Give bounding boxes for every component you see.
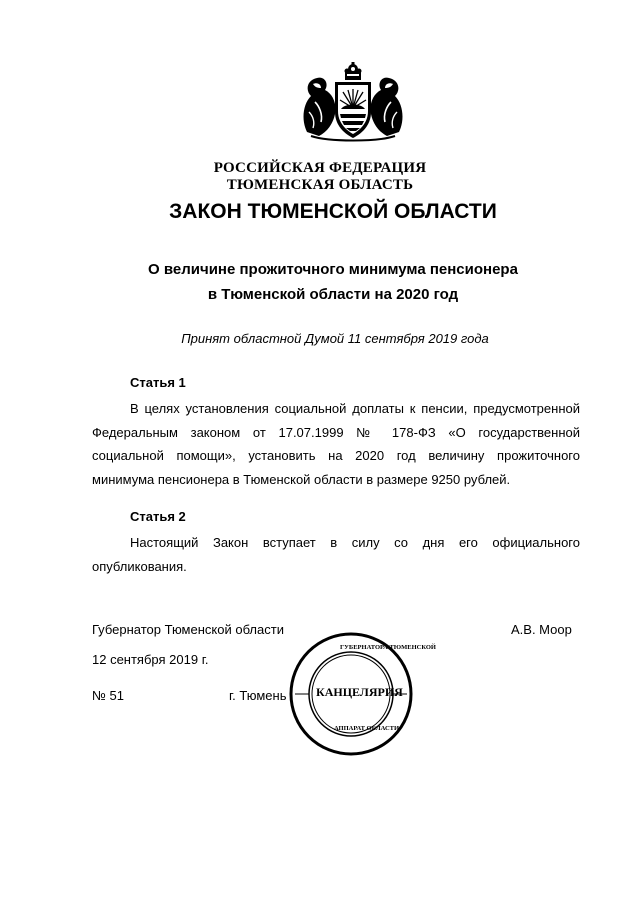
article-1-heading: Статья 1 bbox=[130, 375, 186, 390]
law-title: ЗАКОН ТЮМЕНСКОЙ ОБЛАСТИ bbox=[169, 200, 497, 223]
coat-of-arms-icon bbox=[299, 62, 407, 142]
governor-title: Губернатор Тюменской области bbox=[92, 622, 284, 637]
country-name: РОССИЙСКАЯ ФЕДЕРАЦИЯ bbox=[213, 160, 427, 176]
article-2-heading: Статья 2 bbox=[130, 509, 186, 524]
law-number: № 51 bbox=[92, 688, 125, 703]
governor-name: А.В. Моор bbox=[511, 622, 572, 637]
law-subject-line-1: О величине прожиточного минимума пенсионера bbox=[148, 261, 518, 278]
stamp-ring-bottom-text: АППАРАТ ОБЛАСТИ bbox=[334, 725, 400, 732]
signing-date: 12 сентября 2019 г. bbox=[92, 652, 209, 667]
signing-place: г. Тюмень bbox=[229, 688, 287, 703]
stamp-center-text: КАНЦЕЛЯРИЯ bbox=[316, 685, 403, 699]
region-name: ТЮМЕНСКАЯ ОБЛАСТЬ bbox=[226, 177, 414, 193]
stamp-ring-top-text: ГУБЕРНАТОРА ТЮМЕНСКОЙ bbox=[340, 644, 436, 651]
article-2-text: Настоящий Закон вступает в силу со дня его официального опубликования. bbox=[92, 535, 580, 574]
law-subject-line-2: в Тюменской области на 2020 год bbox=[207, 286, 459, 303]
article-1-text: В целях установления социальной доплаты к пенсии, предусмотренной Федеральным законом от 17.07.1999 № 178-ФЗ «О государственной социальной помощи», установить на 2020 год величину прожиточного минимума пенсионера в Тюменской области в размере 9250 рублей. bbox=[92, 401, 580, 487]
adoption-note: Принят областной Думой 11 сентября 2019 года bbox=[181, 331, 489, 346]
